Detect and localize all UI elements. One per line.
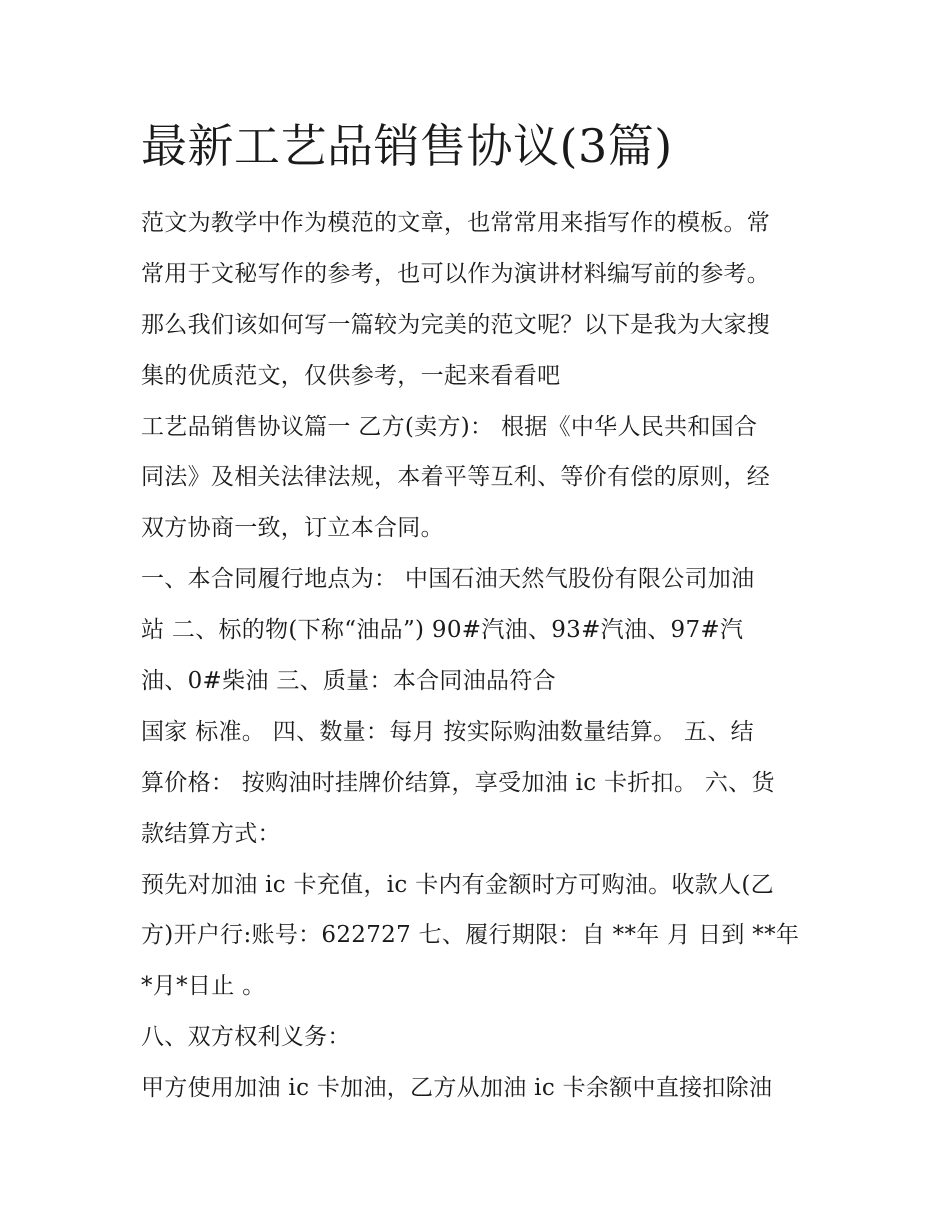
text-line: 八、双方权利义务： xyxy=(141,1024,351,1051)
text-line: 那么我们该如何写一篇较为完美的范文呢？以下是我为大家搜 xyxy=(141,311,771,338)
text-line: 同法》及相关法律法规，本着平等互利、等价有偿的原则，经 xyxy=(141,464,771,491)
document-body xyxy=(141,198,799,1114)
text-line: 工艺品销售协议篇一 乙方(卖方)： 根据《中华人民共和国合 xyxy=(141,413,758,440)
text-line: 集的优质范文，仅供参考，一起来看看吧 xyxy=(141,362,561,389)
text-line: 范文为教学中作为模范的文章，也常常用来指写作的模板。常 xyxy=(141,210,771,236)
text-line: 双方协商一致，订立本合同。 xyxy=(141,515,444,542)
text-line: 算价格： 按购油时挂牌价结算，享受加油 ic 卡折扣。 六、货 xyxy=(141,769,775,796)
text-line: 款结算方式： xyxy=(141,820,281,847)
text-line: 常用于文秘写作的参考，也可以作为演讲材料编写前的参考。 xyxy=(141,260,771,287)
text-line: 站 二、标的物(下称“油品”) 90#汽油、93#汽油、97#汽 xyxy=(141,617,744,644)
document-title: 最新工艺品销售协议(3篇) xyxy=(141,119,673,173)
text-line: 国家 标准。 四、数量：每月 按实际购油数量结算。 五、结 xyxy=(141,718,754,745)
text-line: 预先对加油 ic 卡充值，ic 卡内有金额时方可购油。收款人(乙 xyxy=(141,871,774,898)
text-line: 油、0#柴油 三、质量：本合同油品符合 xyxy=(141,668,556,695)
text-line: 一、本合同履行地点为： 中国石油天然气股份有限公司加油 xyxy=(141,566,755,593)
text-line: 甲方使用加油 ic 卡加油，乙方从加油 ic 卡余额中直接扣除油 xyxy=(141,1075,773,1102)
text-line: 方)开户行:账号：622727 七、履行期限：自 **年 月 日到 **年 xyxy=(141,922,800,949)
text-line: *月*日止 。 xyxy=(141,973,266,1000)
